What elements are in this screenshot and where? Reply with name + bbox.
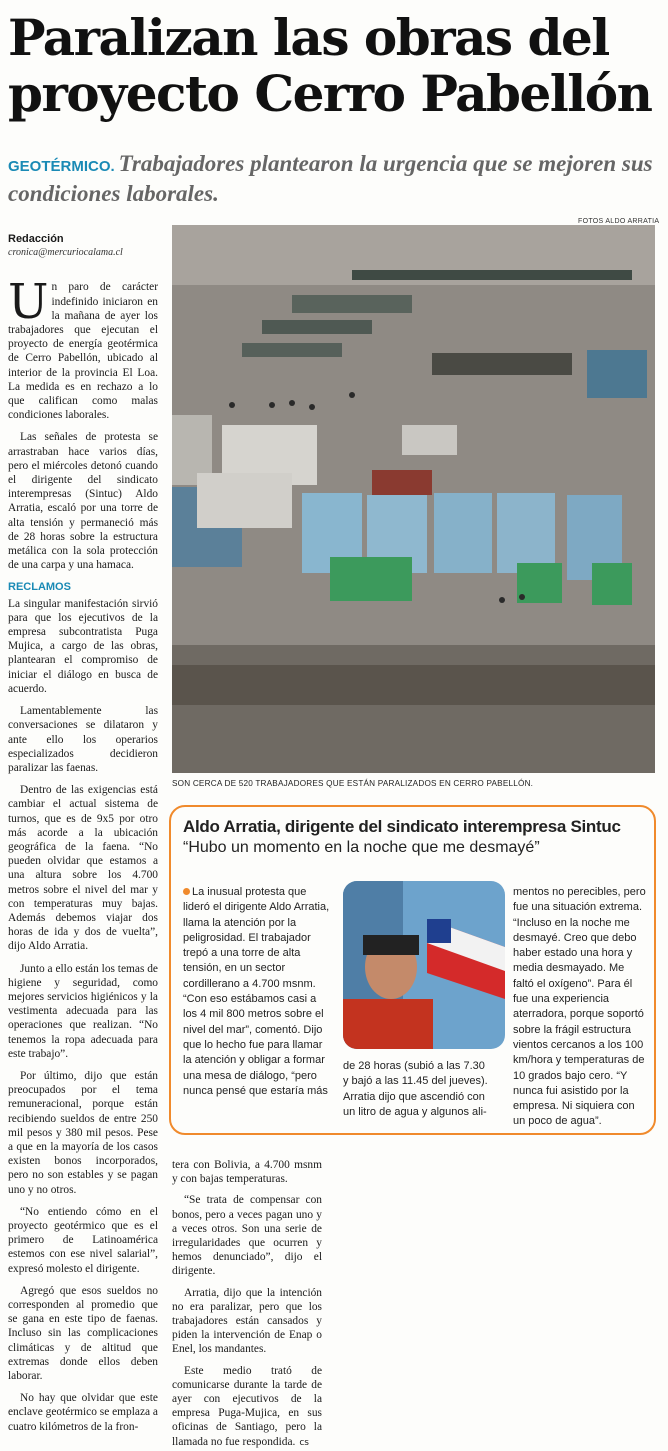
paragraph: Por último, dijo que están preocupados por el tema remuneracional, porque están recibiendo sueldos de entre 250 mil pesos y 380 mil pesos. Pese a que en la mayoría de los casos existen bonos incorporados, pero no son estables y se pagan uno y no otros. (8, 1069, 158, 1196)
left-column (8, 232, 158, 1442)
box-title: Aldo Arratia, dirigente del sindicato interempresa Sintuc (183, 817, 621, 836)
byline-email: cronica@mercuriocalama.cl (8, 247, 123, 259)
paragraph: La singular manifestación sirvió para que los ejecutivos de la empresa subcontratista Puga Mujica, a cargo de las obras, plantearan el compromiso de iniciar el diálogo en busca de acuerdo. (8, 597, 158, 695)
paragraph: No hay que olvidar que este enclave geotérmico se emplaza a cuatro kilómetros de la fron- (8, 1392, 158, 1433)
paragraph: Junto a ello están los temas de higiene y seguridad, como mejores servicios higiénicos y la vestimenta adecuada para las operaciones que realizan. “No tenemos la ropa adecuada para este trabajo”. (8, 962, 158, 1060)
dropcap: U (8, 274, 49, 331)
end-mark: cs (299, 1437, 309, 1448)
paragraph: Lamentablemente las conversaciones se dilataron y ante ello los operarios especializados decidieron paralizar las faenas. (8, 705, 158, 774)
byline-name: Redacción (8, 233, 64, 245)
section-tag: GEOTÉRMICO. (8, 158, 115, 175)
box-column-1-text: La inusual protesta que lideró el dirigente Aldo Arratia, llama la atención por la peligrosidad. El trabajador trepó a una torre de alta tensión, en un sector cordillerano a 4.700 msnm. “Con eso estábamos casi a los 4 mil 800 metros sobre el nivel del mar”, comentó. Dijo que lo hecho fue para llamar la atención y obligar a formar una mesa de diálogo, “pero nunca pensé que estaría más (183, 886, 330, 1097)
final-text: Este medio trató de comunicarse durante la tarde de ayer con ejecutivos de la empresa Puga-Mujica, en sus oficinas de Santiago, pero la llamada no fue respondida. (172, 1364, 322, 1448)
lead-text: n paro de carácter indefinido iniciaron en la mañana de ayer los trabajadores que ejecutan el proyecto de energía geotérmica de Cerro Pabellón, ubicado al interior de la provincia El Loa. La medida es en rechazo a lo que califican como malas condiciones laborales. (8, 281, 158, 422)
paragraph: Dentro de las exigencias está cambiar el actual sistema de turnos, que es de 9x5 por otro más acorde a la ubicación geográfica de la faena. “No pueden olvidar que estamos a una altura sobre los 4.700 metros sobre el nivel del mar y con temperaturas muy bajas. Además debemos viajar dos horas de ida y dos de vuelta”, dijo Aldo Arratia. (8, 784, 158, 953)
bullet-icon (183, 888, 190, 895)
box-column-1 (183, 885, 333, 1099)
headline: Paralizan las obras del proyecto Cerro Pabellón (8, 8, 652, 123)
interview-box (169, 805, 656, 1135)
portrait-illustration (343, 881, 505, 1049)
paragraph: Arratia, dijo que la intención no era paralizar, pero que los trabajadores están cansados y piden la intervención de Enap o Enel, los mandantes. (172, 1286, 322, 1356)
photo-credit: FOTOS ALDO ARRATIA (578, 218, 660, 225)
section-heading: RECLAMOS (8, 581, 71, 594)
lead-paragraph (8, 274, 158, 422)
paragraph: tera con Bolivia, a 4.700 msnm y con bajas temperaturas. (172, 1159, 322, 1186)
subhead (8, 150, 663, 207)
photo-caption: SON CERCA DE 520 TRABAJADORES QUE ESTÁN PARALIZADOS EN CERRO PABELLÓN. (172, 779, 534, 788)
portrait-photo (343, 881, 505, 1049)
box-column-2: de 28 horas (subió a las 7.30 y bajó a las 11.45 del jueves). Arratia dijo que ascendió con un litro de agua y algunos ali- (343, 1060, 488, 1118)
paragraph: Agregó que esos sueldos no corresponden al promedio que se gana en este tipo de faenas. Incluso sin las complicaciones climáticas y de altitud que extremas donde ellos deben laborar. (8, 1284, 158, 1383)
box-column-3: mentos no perecibles, pero fue una situación extrema. “Incluso en la noche me desmayé. Creo que debo haber estado una hora y media desmayado. Me faltó el oxígeno”. Para él fue una experiencia aterradora, porque soportó sobre la frágil estructura vientos cercanos a los 100 km/hora y temperaturas de 10 grados bajo cero. “Y nunca fui asistido por la empresa. Ni siquiera con un poco de agua”. (513, 886, 646, 1128)
paragraph: Las señales de protesta se arrastraban hace varios días, pero el miércoles detonó cuando el dirigente del sindicato interempresas (Sintuc) Aldo Arratia, escaló por una torre de alta tensión y permaneció más de 28 horas sobre la estructura metálica con la sola protección de una carpa y una hamaca. (8, 431, 158, 572)
aerial-photo-illustration (172, 225, 655, 773)
box-quote: “Hubo un momento en la noche que me desmayé” (183, 839, 540, 856)
subhead-text: Trabajadores plantearon la urgencia que se mejoren sus condiciones laborales. (8, 151, 653, 206)
paragraph: “No entiendo cómo en el proyecto geotérmico que es el primero de Latinoamérica estemos con ese nivel salarial”, expresó molesto el dirigente. (8, 1205, 158, 1275)
aerial-photo (172, 225, 655, 773)
paragraph: “Se trata de compensar con bonos, pero a veces pagan uno y a veces otros. Son una serie de irregularidades que ocurren y hemos denunciado”, dijo el dirigente. (172, 1194, 322, 1278)
middle-column (172, 1158, 322, 1451)
paragraph (172, 1364, 322, 1450)
